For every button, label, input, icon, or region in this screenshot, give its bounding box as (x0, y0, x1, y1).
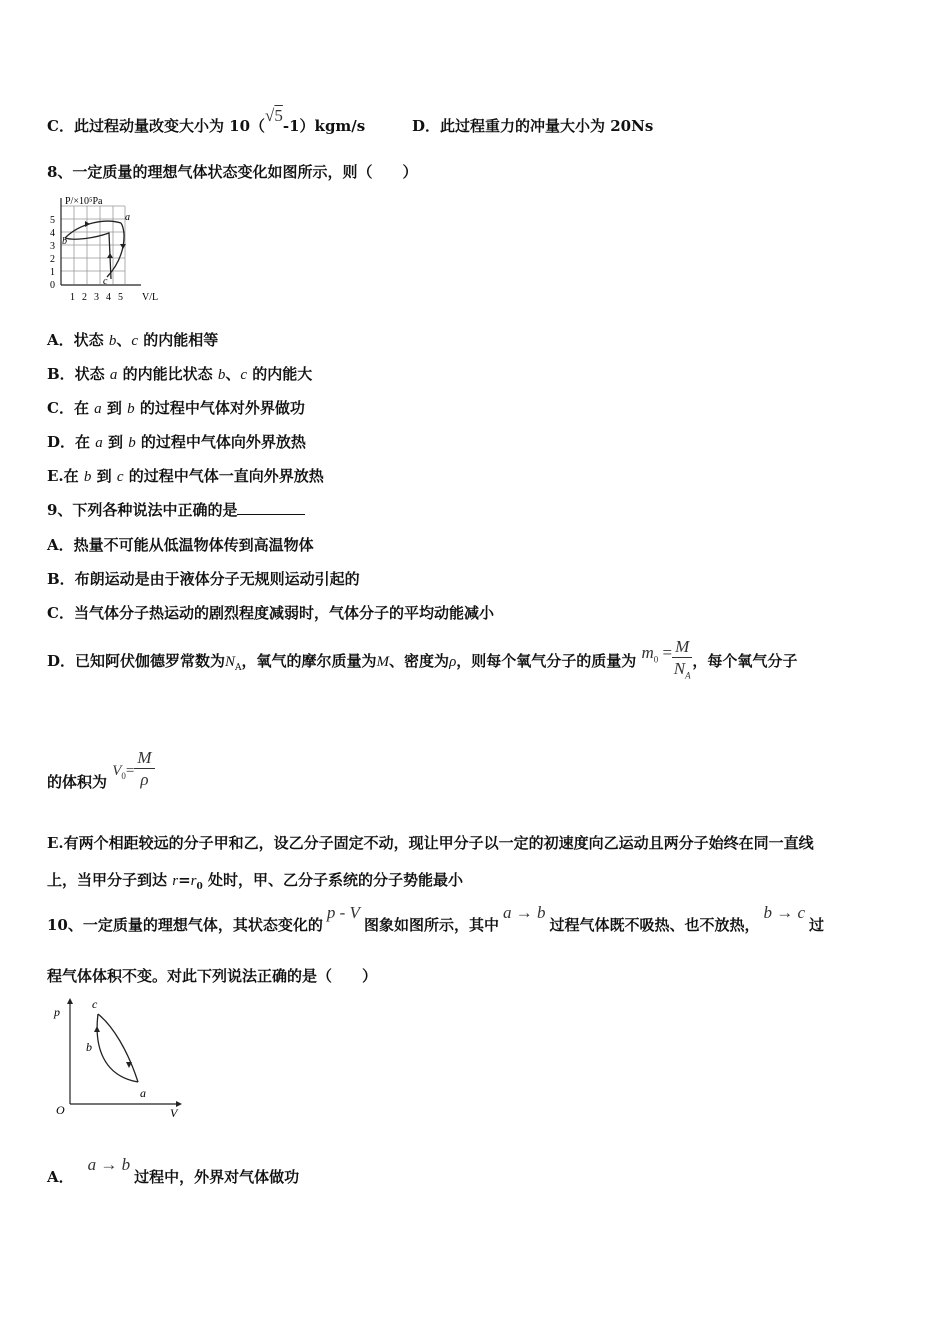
q8-option-b (47, 363, 312, 384)
q8-ytick-1: 1 (50, 267, 55, 278)
q10-axes (70, 1004, 176, 1104)
q8-b-var-a: a (109, 367, 118, 383)
q9-d-v0-letter: V (112, 763, 122, 779)
q9-option-d (47, 636, 797, 686)
q9-d-frac-volume (134, 748, 154, 791)
q10-ab: a → b (502, 903, 546, 922)
q10-point-a: a (140, 1086, 146, 1100)
q9-e-text2: 处时，甲、乙分子系统的分子势能最小 (202, 871, 463, 889)
q9-d-frac-volume-num: M (134, 748, 154, 769)
q8-arrow-3 (107, 253, 113, 258)
q10-text4: 过 (809, 916, 825, 934)
q9-d-v0-sub: 0 (121, 771, 126, 781)
q8-d-to: 到 (102, 433, 129, 451)
q9-d-frac-mass-num: M (672, 637, 692, 658)
q9-option-a: A．热量不可能从低温物体传到高温物体 (47, 536, 314, 554)
sqrt-symbol: √5 (265, 106, 283, 125)
q8-b-label: B．状态 (47, 365, 110, 383)
q9-d-m0-letter: m (641, 643, 654, 662)
q10-curve-ab (97, 1014, 138, 1082)
q8-xtick-4: 4 (106, 292, 111, 303)
q8-point-a: a (125, 212, 130, 223)
sqrt-radicand: 5 (274, 106, 283, 125)
q9-d-frac-volume-den: ρ (140, 769, 149, 789)
q10-text1: 10、一定质量的理想气体，其状态变化的 (47, 916, 323, 934)
q8-curve-bc (65, 233, 111, 279)
q10-text2: 图象如图所示，其中 (363, 916, 499, 934)
q10-arrow-1 (94, 1026, 100, 1032)
q9-stem (47, 499, 305, 520)
q8-x-axis-label: V/L (142, 292, 159, 303)
q8-pv-graph (45, 193, 175, 305)
q9-d-text5: ，每个氧气分子 (692, 652, 798, 670)
q10-a-text: 过程中，外界对气体做功 (134, 1168, 300, 1186)
q8-e-label: E.在 (47, 467, 84, 485)
q10-bc: b → c (763, 903, 806, 922)
q10-text3: 过程气体既不吸热、也不放热， (549, 916, 760, 934)
q8-y-axis-label: P/×10⁵Pa (65, 196, 103, 207)
q8-e-var-b: b (83, 469, 92, 485)
q9-e-r: r (172, 873, 179, 889)
q8-a-text: 的内能相等 (138, 331, 219, 349)
q8-c-text: 的过程中气体对外界做功 (134, 399, 305, 417)
q8-d-label: D．在 (47, 433, 96, 451)
q8-a-label: A．状态 (47, 331, 109, 349)
q9-d-text6: 的体积为 (47, 773, 108, 791)
q8-xtick-1: 1 (70, 292, 75, 303)
q8-xtick-2: 2 (82, 292, 87, 303)
q10-y-label: p (54, 1005, 60, 1019)
q10-x-label: V (170, 1106, 178, 1120)
q8-c-label: C．在 (47, 399, 95, 417)
q7-c-suffix: -1）kgm/s (282, 117, 366, 135)
q8-c-var-a: a (94, 401, 102, 417)
q10-option-a (47, 1155, 299, 1195)
q9-d-v0 (112, 763, 134, 779)
q8-ytick-0: 0 (50, 280, 55, 291)
q8-xtick-5: 5 (118, 292, 123, 303)
q8-grid (61, 206, 125, 284)
q10-a-label: A． (47, 1168, 74, 1186)
q7-c-prefix: C．此过程动量改变大小为 10（ (47, 117, 266, 135)
q8-option-d (47, 431, 306, 452)
q7-option-d: D．此过程重力的冲量大小为 20Ns (412, 117, 654, 135)
q8-stem: 8、一定质量的理想气体状态变化如图所示，则（ ） (47, 163, 418, 181)
q10-point-c: c (92, 997, 98, 1011)
q8-xtick-3: 3 (94, 292, 99, 303)
q9-option-e-line2 (47, 869, 463, 892)
q8-a-var-b: b (108, 333, 117, 349)
q8-point-b: b (62, 236, 67, 247)
q10-stem-line1 (47, 903, 824, 943)
q8-d-text: 的过程中气体向外界放热 (135, 433, 306, 451)
q8-b-text2: 的内能大 (247, 365, 313, 383)
q8-e-text: 的过程中气体一直向外界放热 (123, 467, 324, 485)
q9-e-text1: 上，当甲分子到达 (47, 871, 173, 889)
q8-b-var-c: c (240, 367, 248, 383)
q9-d-m: M (376, 654, 390, 670)
q9-d-v0-eq: = (125, 763, 135, 779)
q8-b-sep: 、 (225, 365, 241, 383)
q9-d-na-sub: A (235, 663, 242, 673)
q9-option-e-line1: E.有两个相距较远的分子甲和乙，设乙分子固定不动，现让甲分子以一定的初速度向乙运动且两分子始终在同一直线 (47, 834, 814, 852)
q9-d-frac-mass-den-sub: A (685, 670, 691, 681)
q9-answer-blank (237, 502, 305, 515)
q8-b-text1: 的内能比状态 (117, 365, 218, 383)
q9-d-m0-sub: 0 (653, 654, 659, 665)
q8-point-c: c (103, 276, 108, 287)
q9-option-b: B．布朗运动是由于液体分子无规则运动引起的 (47, 570, 360, 588)
q8-arrow-1 (85, 221, 90, 227)
q9-d-text1: D．已知阿伏伽德罗常数为 (47, 652, 226, 670)
q9-d-na: N (225, 654, 236, 670)
q8-ytick-3: 3 (50, 241, 55, 252)
q9-e-eq: = (178, 871, 191, 889)
q8-ytick-5: 5 (50, 215, 55, 226)
q9-d-rho: ρ (449, 654, 457, 670)
q8-option-a (47, 329, 218, 350)
q9-e-r0-sub: 0 (196, 882, 203, 892)
q9-option-d-cont (47, 745, 155, 797)
q10-pv-graph (48, 996, 193, 1124)
q9-d-frac-mass-den (672, 658, 692, 686)
q9-stem-text: 9、下列各种说法中正确的是 (47, 501, 238, 519)
q10-point-b: b (86, 1040, 92, 1054)
q10-a-math: a → b (87, 1155, 131, 1174)
q9-d-text3: 、密度为 (389, 652, 450, 670)
q8-e-to: 到 (91, 467, 117, 485)
q9-d-frac-mass-den-letter: N (673, 659, 686, 679)
q10-origin-label: O (56, 1103, 65, 1117)
q7-option-c (47, 106, 366, 136)
q10-y-arrow (67, 998, 73, 1004)
q9-d-m0 (641, 643, 673, 665)
q8-option-e (47, 465, 324, 486)
q9-d-eq: = (662, 643, 673, 662)
q8-option-c (47, 397, 305, 418)
q9-d-text4: ，则每个氧气分子的质量为 (456, 652, 637, 670)
q8-e-var-c: c (116, 469, 124, 485)
q10-curve-ca (98, 1014, 138, 1082)
q8-ytick-2: 2 (50, 254, 55, 265)
q8-d-var-b: b (128, 435, 136, 451)
q9-d-frac-mass (672, 637, 692, 686)
q8-a-sep: 、 (116, 331, 132, 349)
q10-stem-line2: 程气体体积不变。对此下列说法正确的是（ ） (47, 967, 378, 985)
q8-ytick-4: 4 (50, 228, 55, 239)
q8-a-var-c: c (131, 333, 139, 349)
q9-e-r0: r (190, 873, 197, 889)
q10-pv: p - V (326, 903, 360, 922)
q9-d-text2: ，氧气的摩尔质量为 (241, 652, 377, 670)
q8-c-to: 到 (101, 399, 128, 417)
q8-d-var-a: a (95, 435, 103, 451)
q8-c-var-b: b (127, 401, 135, 417)
q9-option-c: C．当气体分子热运动的剧烈程度减弱时，气体分子的平均动能减小 (47, 604, 494, 622)
q8-b-var-b: b (217, 367, 226, 383)
